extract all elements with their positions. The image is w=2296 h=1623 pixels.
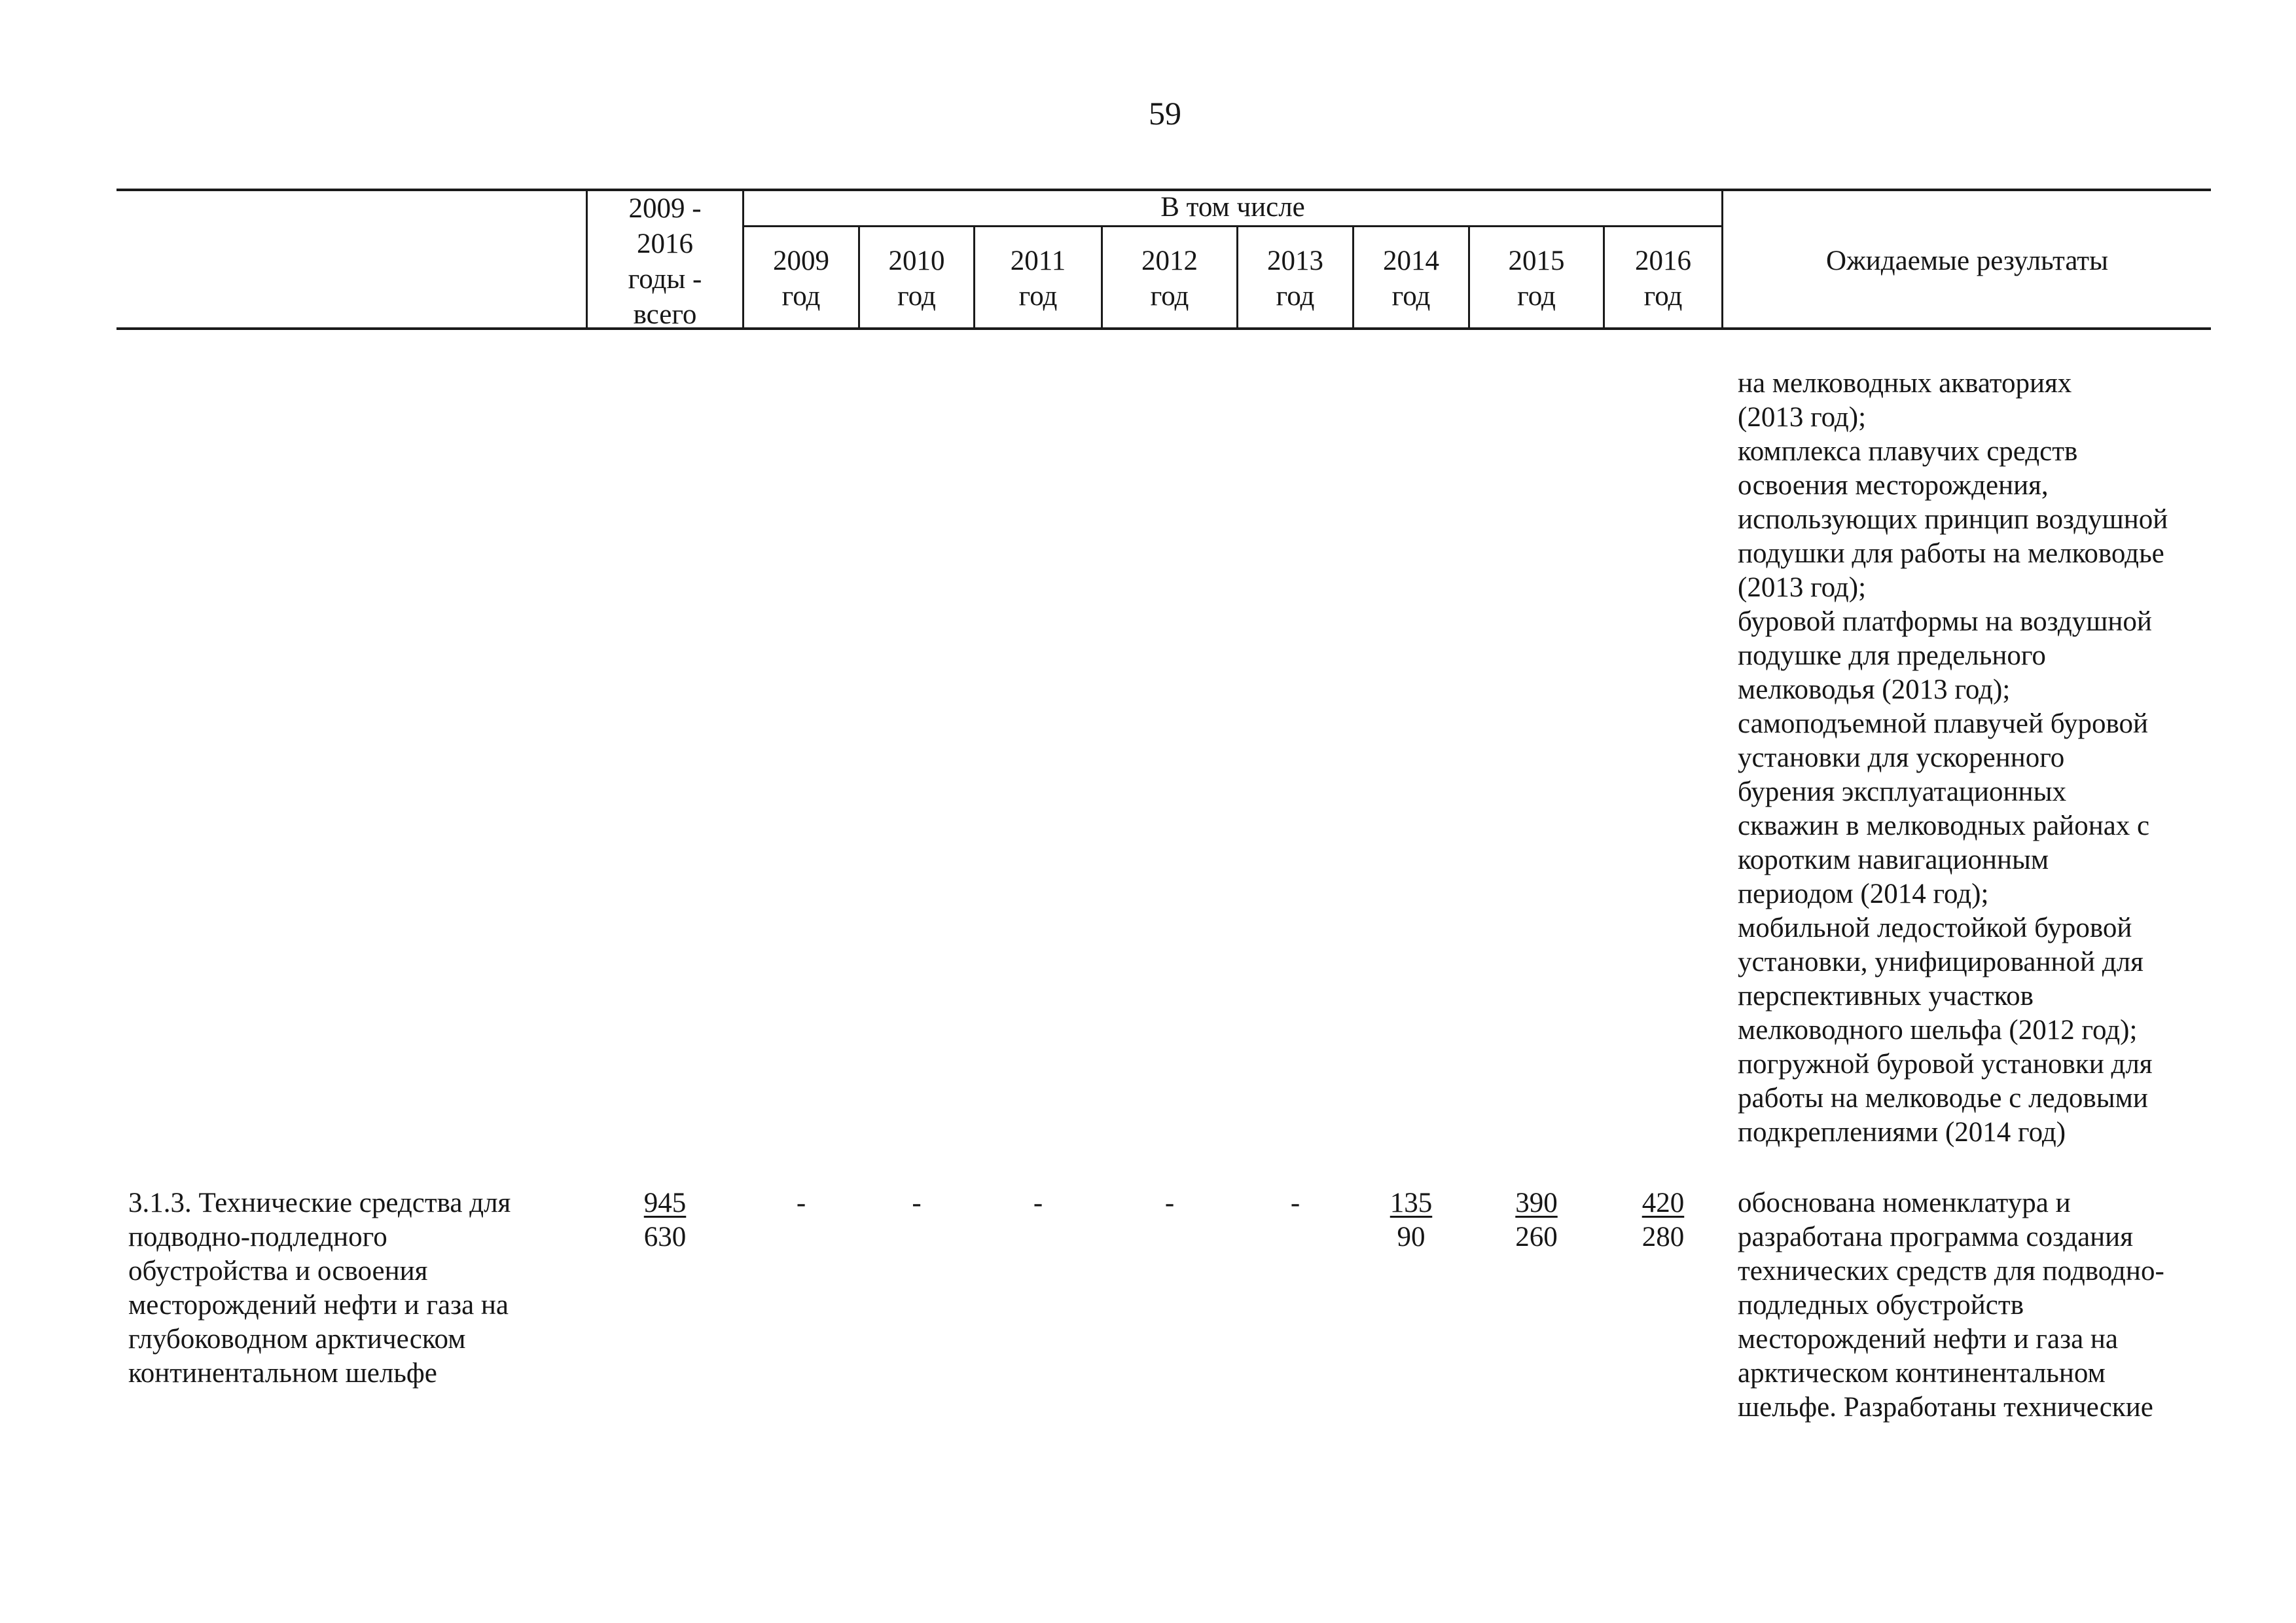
header-year-2011: 2011 год: [1010, 246, 1066, 312]
header-results-column: Ожидаемые результаты: [1826, 246, 2108, 276]
header-total-column: 2009 - 2016 годы - всего: [628, 193, 702, 330]
continuation-results-text: на мелководных акваториях (2013 год); комплекса плавучих средств освоения месторождения, использующих принцип воздушной подушки для работы на мелководье (2013 год); буровой платформы на воздушной подушке для предельного мелководья (2013 год); самоподъемной плавучей буровой установки для ускоренного бурения эксплуатационных скважин в мелководных районах с коротким навигационным периодом (2014 год); мобильной ледостойкой буровой установки, унифицированной для перспективных участков мелководного шельфа (2012 год); погружной буровой установки для работы на мелководье с ледовыми подкреплениями (2014 год): [1738, 368, 2168, 1148]
header-group-label: В том числе: [1160, 192, 1305, 223]
page-number: 59: [1149, 95, 1181, 132]
header-year-2014: 2014 год: [1383, 246, 1439, 312]
row-313-value-2016: 420 280: [1641, 1188, 1685, 1252]
header-year-2009: 2009 год: [773, 246, 829, 312]
row-313-results: обоснована номенклатура и разработана программа создания технических средств для подводно- подледных обустройств месторождений нефти и газа на арктическом континентальном шельфе. Разработаны технические: [1738, 1188, 2164, 1423]
row-313-value-2014: 135 90: [1390, 1188, 1433, 1252]
row-313-value-2010: -: [912, 1188, 922, 1218]
header-year-2015: 2015 год: [1508, 246, 1565, 312]
row-313-value-2009: -: [796, 1188, 806, 1218]
row-313-value-2011: -: [1033, 1188, 1043, 1218]
row-313-value-2012: -: [1164, 1188, 1175, 1218]
row-313-total: [588, 1186, 742, 1254]
header-year-2013: 2013 год: [1267, 246, 1323, 312]
header-year-2010: 2010 год: [888, 246, 945, 312]
table-header-bottom-border: [117, 327, 2211, 330]
subheader-divider: [742, 225, 1721, 227]
header-year-2016: 2016 год: [1635, 246, 1691, 312]
row-313-total-bottom: 630: [643, 1222, 687, 1252]
row-313-value-2013: -: [1290, 1188, 1300, 1218]
row-313-name: 3.1.3. Технические средства для подводно-подледного обустройства и освоения месторождений нефти и газа на глубоководном арктическом континентальном шельфе: [128, 1188, 511, 1389]
row-313-total-top: 945: [643, 1188, 687, 1218]
header-year-2012: 2012 год: [1141, 246, 1198, 312]
row-313-value-2015: 390 260: [1515, 1188, 1558, 1252]
